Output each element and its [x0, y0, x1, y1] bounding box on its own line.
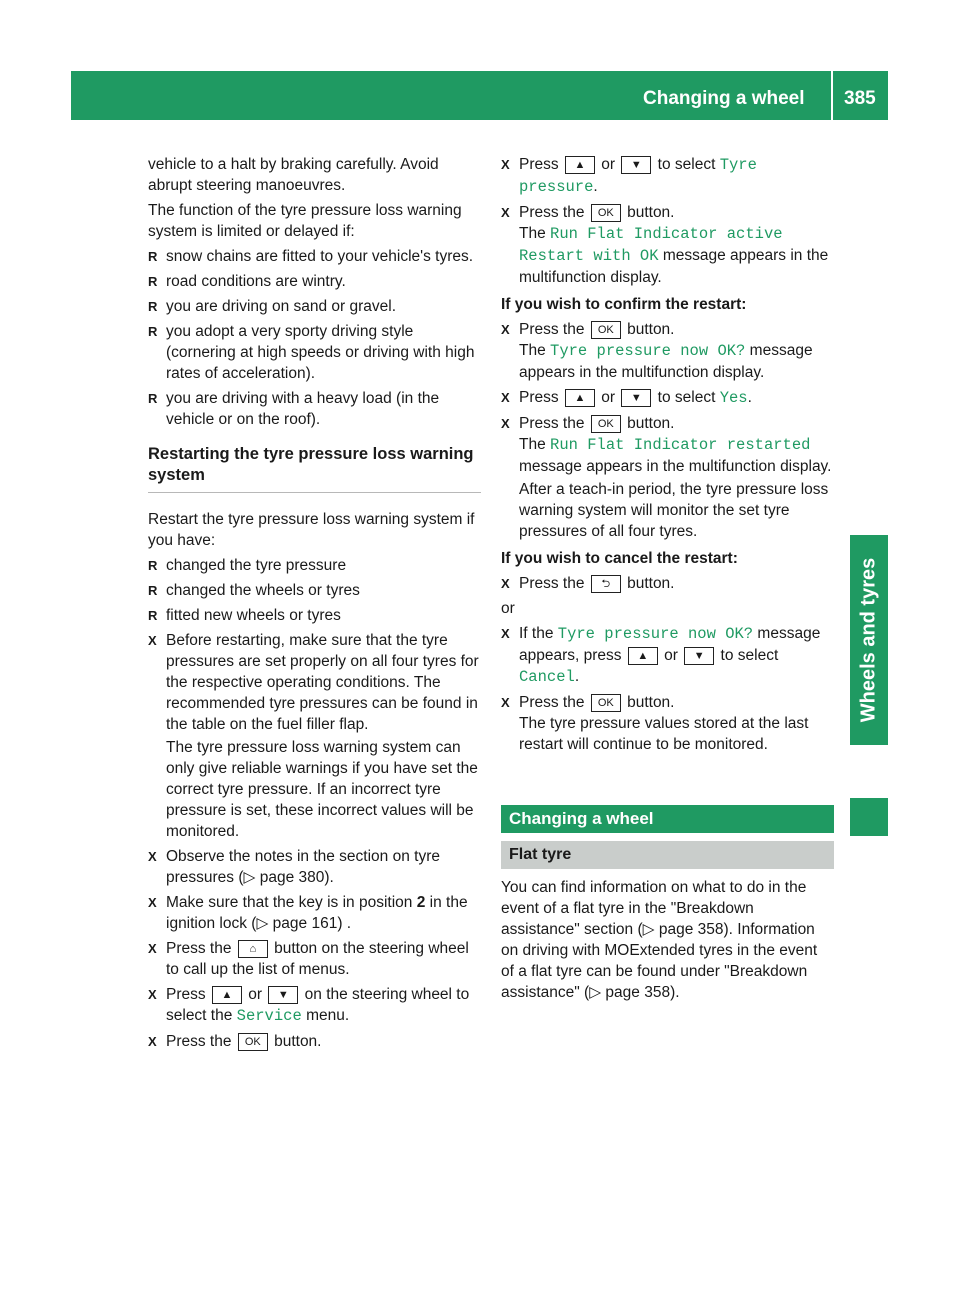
step-text: X Before restarting, make sure that the tyre pressures are set properly on all four tyres for the respective operating conditions. The recommended tyre pressures can be found in the table on the fuel filler flap. [166, 632, 479, 733]
up-key-icon: ▲ [565, 389, 595, 407]
right-column [501, 154, 834, 1007]
section-rule [148, 492, 481, 493]
step-item [148, 630, 481, 842]
subheading: If you wish to confirm the restart: [501, 296, 747, 313]
bullet-item: R you are driving with a heavy load (in the vehicle or on the roof). [148, 388, 481, 430]
section-heading: Restarting the tyre pressure loss warning system [148, 445, 474, 484]
section-bar: Changing a wheel [501, 805, 834, 833]
page-number: 385 [844, 88, 876, 109]
paragraph: Restart the tyre pressure loss warning system if you have: [148, 511, 475, 549]
bullet-item: R you are driving on sand or gravel. [148, 296, 481, 317]
down-key-icon: ▼ [621, 156, 651, 174]
up-key-icon: ▲ [628, 647, 658, 665]
down-key-icon: ▼ [621, 389, 651, 407]
back-key-icon: ⮌ [591, 575, 621, 593]
step-item: X If the Tyre pressure now OK? message appears, press ▲ or ▼ to select Cancel. [501, 623, 834, 688]
display-text: Tyre pressure now OK? [550, 342, 746, 360]
ok-key-icon: OK [591, 204, 621, 222]
step-item: X Press ▲ or ▼ to select Yes. [501, 387, 834, 409]
display-text: Yes [719, 389, 748, 407]
down-key-icon: ▼ [268, 986, 298, 1004]
down-key-icon: ▼ [684, 647, 714, 665]
ok-key-icon: OK [238, 1033, 268, 1051]
display-text: Cancel [519, 668, 575, 686]
bullet-item: R changed the tyre pressure [148, 555, 481, 576]
side-label [850, 535, 888, 745]
subsection-bar: Flat tyre [501, 841, 834, 869]
step-item: X Press the ⌂ button on the steering wheel to call up the list of menus. [148, 938, 481, 980]
step-item: X Press the OK button. The tyre pressure values stored at the last restart will continue to be monitored. [501, 692, 834, 755]
step-item: X Press ▲ or ▼ on the steering wheel to select the Service menu. [148, 984, 481, 1027]
key-position: 2 [416, 894, 426, 911]
bullet-item: R changed the wheels or tyres [148, 580, 481, 601]
step-note: After a teach-in period, the tyre pressure loss warning system will monitor the set tyre pressures of all four tyres. [519, 481, 829, 540]
subheading: If you wish to cancel the restart: [501, 550, 738, 567]
display-text: Tyre pressure now OK? [557, 625, 754, 643]
step-item: X Observe the notes in the section on tyre pressures (▷ page 380). [148, 846, 481, 888]
up-key-icon: ▲ [565, 156, 595, 174]
page-title: Changing a wheel [643, 88, 805, 109]
step-item: X Press the OK button. The Tyre pressure now OK? message appears in the multifunction display. [501, 319, 834, 383]
display-text: Run Flat Indicator active Restart with OK [519, 225, 783, 265]
paragraph: vehicle to a halt by braking carefully. Avoid abrupt steering manoeuvres. [148, 156, 439, 194]
bullet-item: R you adopt a very sporty driving style (cornering at high speeds or driving with high rates of acceleration). [148, 321, 481, 384]
header-divider [831, 71, 833, 120]
ok-key-icon: OK [591, 415, 621, 433]
step-item: X Press the ⮌ button. [501, 573, 834, 594]
side-marker [850, 798, 888, 836]
step-item: X Press ▲ or ▼ to select Tyre pressure. [501, 154, 834, 198]
display-text: Run Flat Indicator restarted [550, 436, 811, 454]
bullet-item: R fitted new wheels or tyres [148, 605, 481, 626]
side-label-text: Wheels and tyres [857, 557, 880, 723]
home-key-icon: ⌂ [238, 940, 268, 958]
up-key-icon: ▲ [212, 986, 242, 1004]
step-item: X Press the OK button. The Run Flat Indicator restarted message appears in the multifunction display. After a teach-in period, the tyre pressure loss warning system will monitor the set tyre pressures of all four tyres. [501, 413, 834, 542]
ok-key-icon: OK [591, 321, 621, 339]
bullet-item: R road conditions are wintry. [148, 271, 481, 292]
step-note: The tyre pressure loss warning system can only give reliable warnings if you have set the correct tyre pressure. If an incorrect tyre pressure is set, these incorrect values will be monitored. [166, 739, 478, 840]
step-item: X Press the OK button. The Run Flat Indicator active Restart with OK message appears in the multifunction display. [501, 202, 834, 288]
step-item: X Make sure that the key is in position 2 in the ignition lock (▷ page 161) . [148, 892, 481, 934]
bullet-item: R snow chains are fitted to your vehicle's tyres. [148, 246, 481, 267]
ok-key-icon: OK [591, 694, 621, 712]
paragraph: You can find information on what to do in the event of a flat tyre in the "Breakdown assistance" section (▷ page 358). Information on driving with MOExtended tyres in the event of a flat tyre can be found under "Breakdown assistance" (▷ page 358). [501, 879, 818, 1001]
step-item: X Press the OK button. [148, 1031, 481, 1052]
display-text: Service [236, 1007, 302, 1025]
display-text: Tyre pressure [519, 156, 757, 196]
left-column [148, 154, 481, 1056]
or-text: or [501, 600, 515, 617]
paragraph: The function of the tyre pressure loss warning system is limited or delayed if: [148, 202, 462, 240]
